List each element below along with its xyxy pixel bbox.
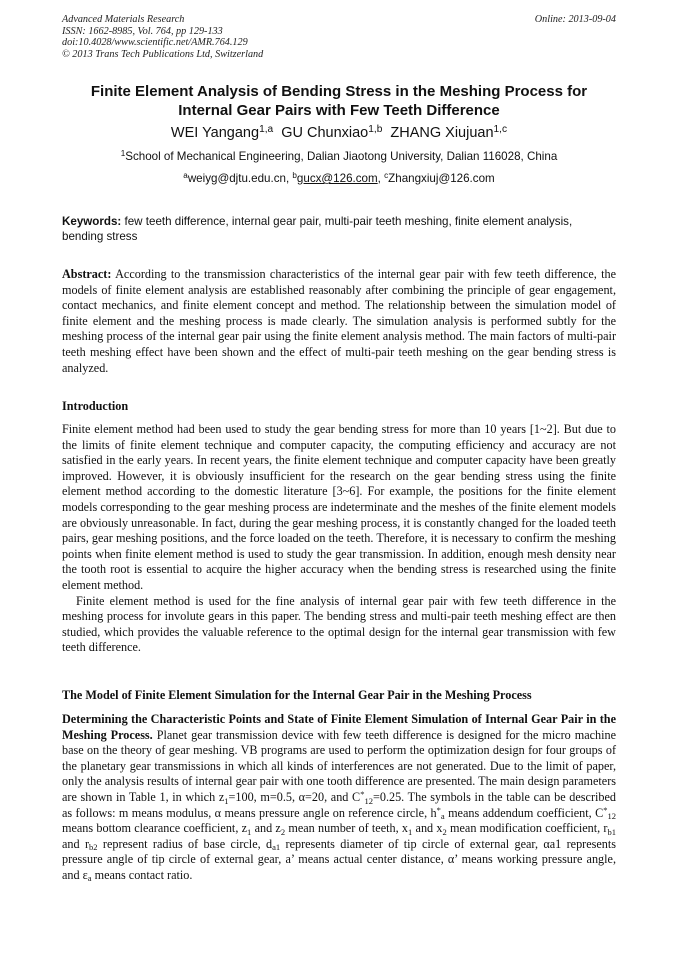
superscript: * bbox=[436, 804, 441, 815]
author-list bbox=[62, 124, 616, 142]
subscript: a1 bbox=[272, 842, 281, 853]
paragraph-text: represents diameter of tip circle of external gear, αa1 represents pressure angle of tip circle of external gear, a’ means actual center distance, α’ means working pressure angle, and ε bbox=[62, 836, 616, 882]
determining-paragraph bbox=[62, 712, 616, 884]
journal-name: Advanced Materials Research bbox=[62, 14, 185, 25]
paragraph-text: represent radius of base circle, d bbox=[97, 836, 273, 851]
subscript: 12 bbox=[607, 811, 616, 822]
superscript: * bbox=[603, 804, 608, 815]
abstract bbox=[62, 267, 616, 376]
affiliation bbox=[62, 150, 616, 164]
paragraph-text: =100, m=0.5, α=20, and C bbox=[228, 789, 361, 804]
email-list: $^a$weiyg@djtu.edu.cn, $^b$gucx@126.com, $^c$Zhangxiuj@126.com bbox=[183, 171, 495, 185]
paragraph-text: mean number of teeth, x bbox=[285, 821, 409, 836]
author-name: GU Chunxiao bbox=[281, 125, 369, 141]
subscript: a bbox=[87, 873, 92, 884]
determining-lead: Determining the Characteristic Points and State of Finite Element Simulation of Internal Gear Pair in the Meshing Process. bbox=[62, 712, 616, 742]
email-sup: c bbox=[384, 171, 389, 181]
journal-doi: doi:10.4028/www.scientific.net/AMR.764.129 bbox=[62, 37, 248, 49]
email-address[interactable]: weiyg@djtu.edu.cn bbox=[187, 172, 286, 185]
subscript: 2 bbox=[442, 826, 447, 837]
affiliation-sup: 1 bbox=[120, 149, 126, 159]
paragraph-text: =0.25. The symbols in the table can be described as follows: m means modulus, α means pressure angle on reference circle, h bbox=[62, 789, 616, 820]
online-date: Online: 2013-09-04 bbox=[534, 14, 616, 25]
affiliation-text: School of Mechanical Engineering, Dalian Jiaotong University, Dalian 116028, China bbox=[125, 150, 558, 163]
introduction-body bbox=[62, 422, 616, 656]
introduction-heading: Introduction bbox=[62, 399, 129, 413]
email-address[interactable]: Zhangxiuj@126.com bbox=[388, 172, 495, 185]
journal-header bbox=[62, 14, 616, 60]
author-sup: 1,c bbox=[493, 124, 508, 136]
paper-title: Finite Element Analysis of Bending Stress in the Meshing Process for Internal Gear Pairs with Few Teeth Difference bbox=[90, 83, 588, 119]
subscript: 1 bbox=[408, 826, 413, 837]
subscript: a bbox=[440, 811, 445, 822]
subscript: 1 bbox=[224, 795, 229, 806]
subscript: b2 bbox=[89, 842, 98, 853]
subscript: 12 bbox=[364, 795, 373, 806]
introduction-paragraph-1: Finite element method had been used to study the gear bending stress for more than 10 years [1~2]. But due to the limits of finite element technique and computer capacity, the computing efficiency and accuracy are not satisfied in the early years. In recent years, the finite element technique and computer capacity have been greatly improved. However, it is obviously insufficient for the research on the gear bending stress using the finite element method according to the domestic literature [3~6]. For example, the positions for the finite element models corresponding to the gear meshing process are indeterminate and the meshes of the finite element models are obviously unreasonable. In fact, during the gear meshing process, it is constantly changed for the loaded teeth pairs, gear meshing positions, and the force loaded on the teeth. Therefore, it is necessary to confirm the meshing points when finite element method is used to study the gear transmission. In addition, enough mesh density near the tooth root is essential to acquire the higher accuracy when the bending stress is researched using the finite element method. bbox=[62, 422, 616, 592]
author-sup: 1,b bbox=[368, 124, 383, 136]
keywords-label: Keywords: bbox=[62, 215, 122, 228]
author-sup: 1,a bbox=[259, 124, 274, 136]
email-sup: b bbox=[292, 171, 297, 181]
email-link[interactable]: gucx@126.com bbox=[296, 172, 378, 185]
model-section-heading: The Model of Finite Element Simulation for the Internal Gear Pair in the Meshing Process bbox=[62, 688, 532, 702]
paragraph-text: means addendum coefficient, C bbox=[444, 805, 604, 820]
journal-copyright: © 2013 Trans Tech Publications Ltd, Switzerland bbox=[62, 48, 264, 60]
subscript: 1 bbox=[247, 826, 252, 837]
journal-issn: ISSN: 1662-8985, Vol. 764, pp 129-133 bbox=[62, 25, 223, 37]
superscript: * bbox=[360, 789, 365, 800]
subscript: 2 bbox=[280, 826, 286, 837]
subscript: b1 bbox=[607, 826, 616, 837]
abstract-label: Abstract: bbox=[62, 267, 112, 281]
keywords-text: few teeth difference, internal gear pair, multi-pair teeth meshing, finite element analysis, bending stress bbox=[62, 215, 573, 243]
paragraph-text: and x bbox=[412, 821, 443, 836]
email-sup: a bbox=[183, 171, 188, 181]
author-name: WEI Yangang bbox=[170, 125, 260, 141]
paragraph-text: means contact ratio. bbox=[91, 867, 193, 882]
paragraph-text: Planet gear transmission device with few teeth difference is designed for the micro machine base on the theory of gear meshing. VB programs are used to perform the optimization design for four groups of the planetary gear transmissions in which all kinds of interferences are not generated. Due to the limit of paper, only the analysis results of internal gear pair with one tooth difference are presented. The main design parameters are shown in Table 1, in which z bbox=[62, 727, 617, 804]
paragraph-text: and r bbox=[62, 836, 90, 851]
abstract-text: According to the transmission characteristics of the internal gear pair with few teeth difference, the models of finite element analysis are established reasonably after combining the principle of gear engagement, contact mechanics, and finite element concept and method. The relationship between the simulation model of finite element and the meshing process is made clearly. The simulation analysis is performed subtly for the meshing process of the internal gear pair using the finite element analysis method. The main factors of multi-pair teeth meshing effect have been shown and the effect of multi-pair teeth meshing on the gear bending stress is analyzed. bbox=[62, 267, 617, 375]
author-name: ZHANG Xiujuan bbox=[390, 125, 494, 141]
introduction-paragraph-2: Finite element method is used for the fine analysis of internal gear pair with few teeth difference in the meshing process for involute gears in this paper. The bending stress and multi-pair teeth meshing effect are then studied, which provides the valuable reference to the optimal design for the internal gear transmission with few teeth difference. bbox=[62, 593, 616, 655]
paragraph-text: and z bbox=[251, 821, 281, 836]
paragraph-text: mean modification coefficient, r bbox=[446, 821, 608, 836]
paragraph-text: means bottom clearance coefficient, z bbox=[62, 821, 248, 836]
keywords bbox=[62, 214, 616, 244]
